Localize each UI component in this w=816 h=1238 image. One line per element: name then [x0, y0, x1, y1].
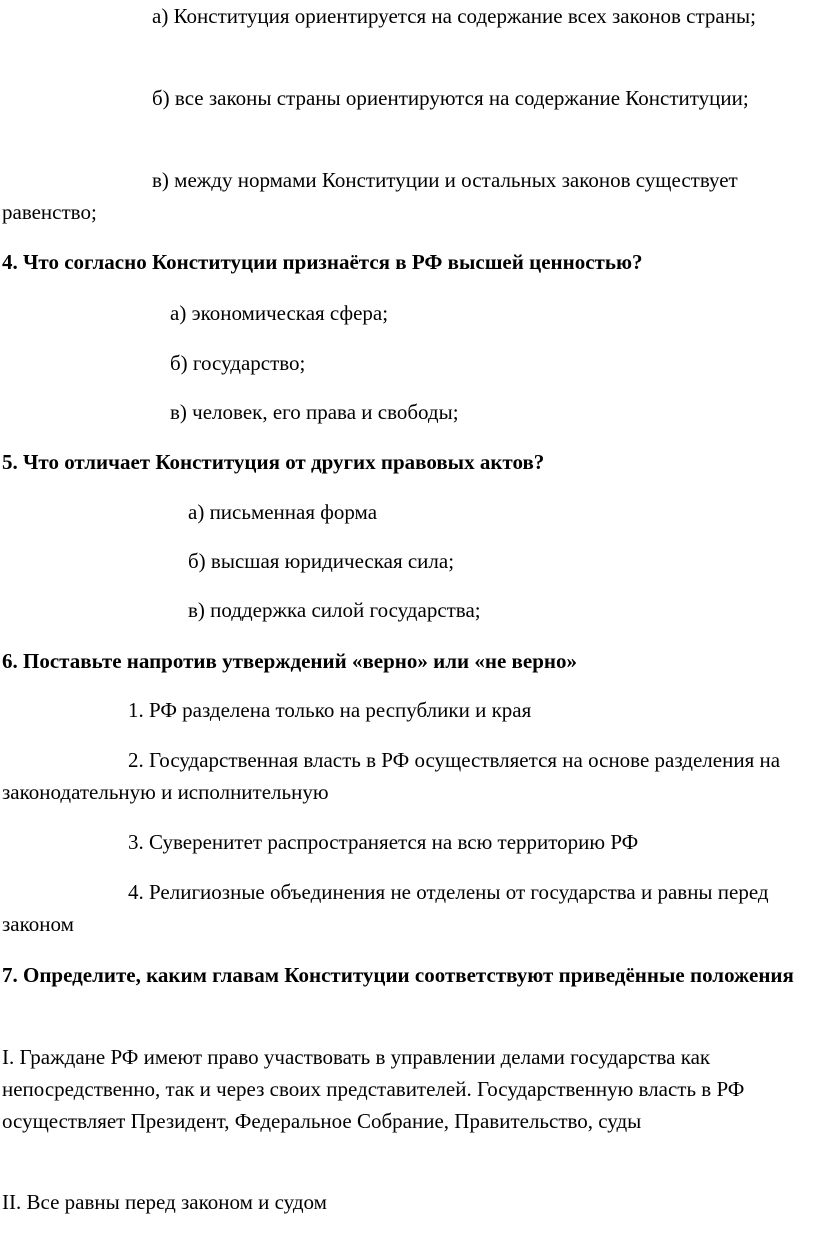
q5-option-c: в) поддержка силой государства;	[188, 598, 481, 622]
q6-statement-3: 3. Суверенитет распространяется на всю территорию РФ	[128, 830, 639, 854]
q6-title: 6. Поставьте напротив утверждений «верно» или «не верно»	[2, 649, 577, 673]
q7-provision-2: II. Все равны перед законом и судом	[2, 1190, 327, 1214]
q7-provision-1: I. Граждане РФ имеют право участвовать в управлении делами государства как непосредственно, так и через своих представителей. Государственную власть в РФ осуществляет Президент, Федеральное Собрание, Правительство, суды	[2, 1045, 745, 1133]
q5-title: 5. Что отличает Конституция от других правовых актов?	[2, 450, 545, 474]
q4-option-c: в) человек, его права и свободы;	[170, 400, 459, 424]
q6-statement-4: 4. Религиозные объединения не отделены от государства и равны перед законом	[2, 880, 769, 936]
q4-option-b: б) государство;	[170, 351, 306, 375]
q3-option-b: б) все законы страны ориентируются на содержание Конституции;	[152, 86, 749, 110]
q6-statement-2: 2. Государственная власть в РФ осуществляется на основе разделения на законодательную и исполнительную	[2, 748, 781, 804]
q4-option-a: а) экономическая сфера;	[170, 301, 389, 325]
q5-option-b: б) высшая юридическая сила;	[188, 549, 455, 573]
q4-title: 4. Что согласно Конституции признаётся в РФ высшей ценностью?	[2, 250, 643, 274]
q6-statement-1: 1. РФ разделена только на республики и края	[128, 698, 532, 722]
q7-title: 7. Определите, каким главам Конституции соответствуют приведённые положения	[2, 963, 794, 987]
q3-option-c: в) между нормами Конституции и остальных законов существует равенство;	[2, 168, 738, 224]
q5-option-a: а) письменная форма	[188, 500, 378, 524]
q3-option-a: а) Конституция ориентируется на содержание всех законов страны;	[152, 4, 756, 28]
